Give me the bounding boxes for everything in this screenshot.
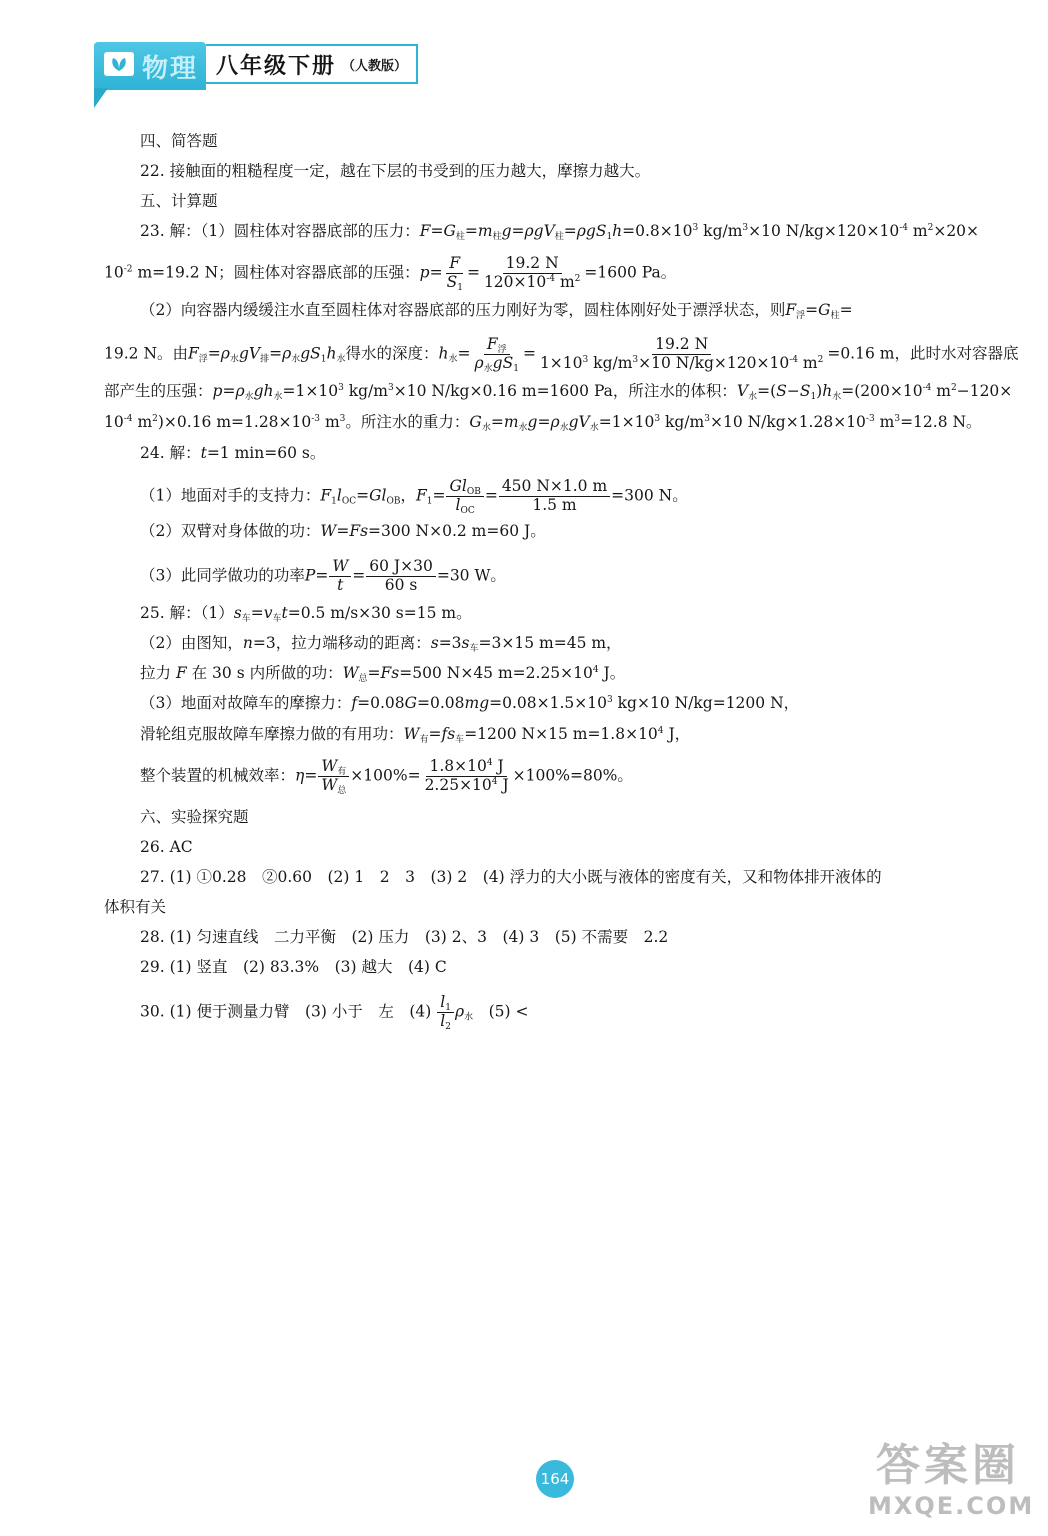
- page-number: 164: [536, 1460, 574, 1498]
- fraction: $\frac{F}{S_1}$: [446, 254, 463, 293]
- watermark-url: MXQE.COM: [868, 1492, 1035, 1520]
- answer-line: 23. 解：（1）圆柱体对容器底部的压力：$F=G_柱=m_柱g=\rho gV_柱=\rho gS_1h=0.8\times 10^3$ $kg/m^3\times 10$ $N/kg\times 120\times 10^{-4}$ $m^2\times 20\times$: [140, 222, 980, 242]
- answer-line: $10^{-2}$ m=19.2 N；圆柱体对容器底部的压强：p= $\frac{F}{S_1}$ = $\frac{19.2 N}{120\times 10^{-4} m^2}$ =1600 Pa。: [104, 254, 677, 293]
- answer-text: 30. (1) 便于测量力臂 (3) 小于 左 (4): [140, 1002, 432, 1021]
- answer-line: （2）由图知，n=3，拉力端移动的距离：$s=3s_车=3\times 15$ m=45 m，: [140, 634, 622, 654]
- subject-label: 物理: [142, 54, 199, 84]
- answer-line: 22. 接触面的粗糙程度一定，越在下层的书受到的压力越大，摩擦力越大。: [140, 162, 651, 180]
- answer-line: 30. (1) 便于测量力臂 (3) 小于 左 (4) $\frac{l_1}{l_2}$ $\rho_水$ (5) <: [140, 993, 529, 1032]
- section-heading: 四、简答题: [140, 132, 218, 150]
- book-header: [94, 38, 424, 108]
- answer-line: （2）向容器内缓缓注水直至圆柱体对容器底部的压力刚好为零，圆柱体刚好处于漂浮状态，则$F_浮=G_柱=$: [140, 301, 853, 321]
- fraction: $\frac{Gl_{OB}}{l_{OC}}$: [446, 478, 483, 515]
- answer-line: （1）地面对手的支持力：$F_1l_{OC}=Gl_{OB}$，$F_1=$ $\frac{Gl_{OB}}{l_{OC}}$ = $\frac{450 N\times 1.0 m}{1.5 m}$ =300 N。: [140, 477, 688, 516]
- fraction: $\frac{450 N\times 1.0 m}{1.5 m}$: [499, 478, 610, 515]
- fraction: $\frac{F_浮}{\rho_水gS_1}$: [474, 335, 519, 374]
- answer-line: $10^{-4}$ $m^2)\times 0.16$ $m=1.28\times 10^{-3}$ $m^3$。所注水的重力：$G_水=m_水g=\rho_水gV_水=1\times 10^3$ $kg/m^3\times 10$ $N/kg\times 1.28\times 10^{-3}$ $m^3=12.8$ N。: [104, 413, 982, 433]
- edition-label: （人教版）: [342, 58, 408, 74]
- fraction: $\frac{19.2 N}{1\times 10^3 kg/m^3\times 10 N/kg\times 120\times 10^{-4} m^2}$: [539, 335, 824, 372]
- answer-line: 体积有关: [104, 898, 167, 916]
- fraction: $\frac{W}{t}$: [329, 558, 351, 595]
- fraction: $\frac{19.2 N}{120\times 10^{-4} m^2}$: [483, 254, 581, 291]
- answer-line: 25. 解：$(1)s_车=v_车t=0.5$ m/s×30 s=15 m。: [140, 604, 472, 624]
- answer-line: （3）地面对故障车的摩擦力：$f=0.08G=0.08mg=0.08\times 1.5\times 10^3$ kg×10 N/kg=1200 N，: [140, 694, 800, 712]
- answer-line: 27. (1) ①0.28 ②0.60 (2) 1 2 3 (3) 2 (4) 浮力的大小既与液体的密度有关，又和物体排开液体的: [140, 868, 882, 886]
- answer-line: 拉力 F 在 30 s 内所做的功：$W_总=Fs=500$ N×45 $m=2.25\times 10^4$ J。: [140, 664, 626, 684]
- answer-line: 滑轮组克服故障车摩擦力做的有用功：$W_有=fs_车=1200$ N×15 $m=1.8\times 10^4$ J，: [140, 725, 691, 745]
- answer-line: 24. 解：t=1 min=60 s。: [140, 444, 326, 462]
- tab-tail: [94, 88, 108, 108]
- section-heading: 六、实验探究题: [140, 808, 249, 826]
- answer-line: 28. (1) 匀速直线 二力平衡 (2) 压力 (3) 2、3 (4) 3 (5) 不需要 2.2: [140, 928, 669, 946]
- answer-line: 部产生的压强：$p=\rho_水gh_水=1\times 10^3$ $kg/m^3\times 10$ N/kg×0.16 m=1600 Pa，所注水的体积：$V_水=(S-S_1)h_水=(200\times 10^{-4}$ $m^2-120\times$: [104, 382, 1013, 402]
- watermark-logo-text: 答案圈: [876, 1440, 1020, 1491]
- answer-text: (5) <: [488, 1002, 529, 1021]
- answer-line: （2）双臂对身体做的功：W=Fs=300 N×0.2 m=60 J。: [140, 522, 546, 540]
- fraction: $\frac{60 J\times 30}{60 s}$: [366, 558, 436, 595]
- fraction: $\frac{W_有}{W_总}$: [318, 758, 349, 795]
- leaf-icon: [104, 52, 134, 76]
- answer-line: 29. (1) 竖直 (2) 83.3% (3) 越大 (4) C: [140, 958, 447, 976]
- answer-line: （3）此同学做功的功率P= $\frac{W}{t}$ = $\frac{60 J\times 30}{60 s}$ =30 W。: [140, 557, 506, 594]
- answer-line: 整个装置的机械效率：η= $\frac{W_有}{W_总}$ ×100%= $\frac{1.8\times 10^4 J}{2.25\times 10^4 J}$ ×100%=80%。: [140, 757, 633, 796]
- grade-box: [206, 44, 418, 84]
- grade-label: 八年级下册: [216, 53, 337, 79]
- fraction: $\frac{1.8\times 10^4 J}{2.25\times 10^4 J}$: [424, 757, 509, 794]
- answer-line: 26. AC: [140, 838, 193, 856]
- watermark: [868, 1440, 1035, 1532]
- fraction: $\frac{l_1}{l_2}$: [437, 994, 454, 1031]
- answer-line: 19.2 N。由$F_浮=\rho_水gV_排=\rho_水gS_1h_水$得水的深度：$h_水=$ $\frac{F_浮}{\rho_水gS_1}$ = $\frac{19.2 N}{1\times 10^3 kg/m^3\times 10 N/kg\times 120\times 10^{-4} m^2}$ =0.16 m，此时水对容器底: [104, 335, 1019, 374]
- section-heading: 五、计算题: [140, 192, 218, 210]
